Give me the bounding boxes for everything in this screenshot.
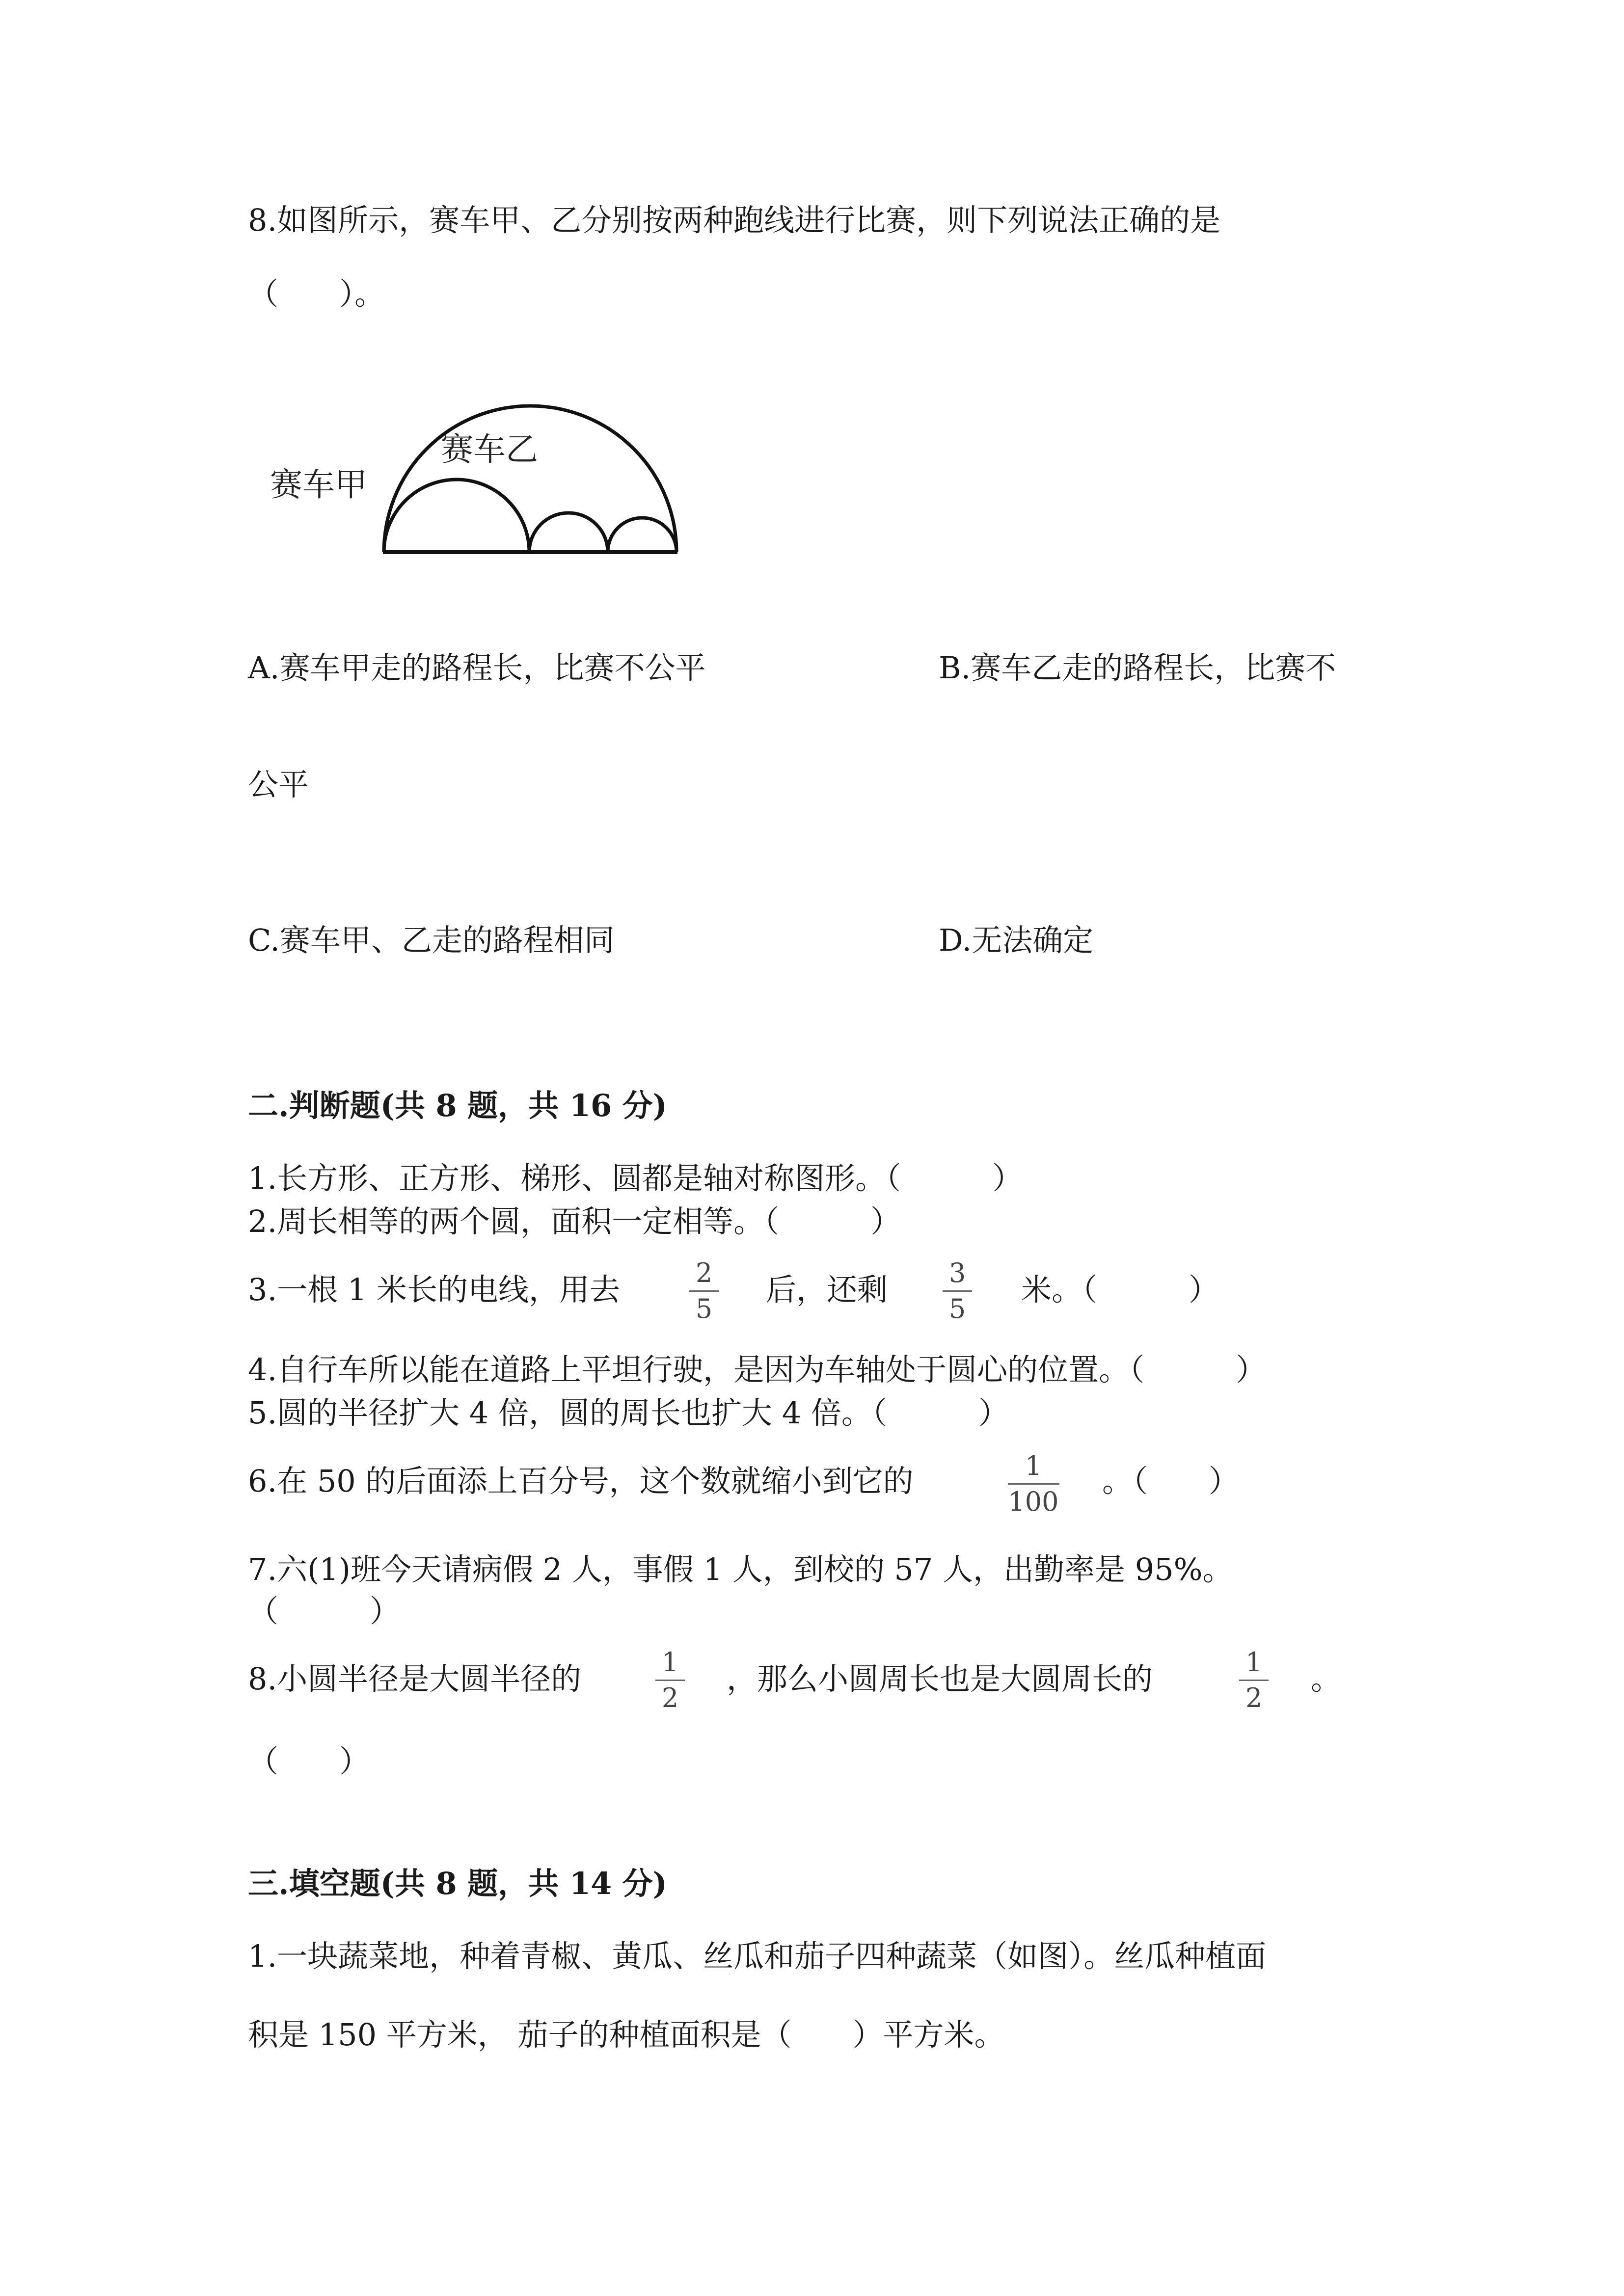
s2-item-8-line2: （ ） (248, 1743, 370, 1779)
s2-item-3-fraction-1 (679, 1257, 729, 1324)
fraction-bar (1239, 1680, 1269, 1681)
q8-stem-line1: 8.如图所示，赛车甲、乙分别按两种跑线进行比赛，则下列说法正确的是 (248, 202, 1221, 238)
q8-option-a: A.赛车甲走的路程长，比赛不公平 (248, 650, 706, 686)
fraction-numerator: 2 (695, 1257, 713, 1288)
fraction-numerator: 1 (1245, 1647, 1263, 1678)
s2-item-5: 5.圆的半径扩大 4 倍，圆的周长也扩大 4 倍。（ ） (248, 1395, 1009, 1431)
fraction-bar (943, 1290, 972, 1292)
s2-item-6-part-b: 。（ ） (1102, 1463, 1240, 1499)
s2-item-7-line1: 7.六(1)班今天请病假 2 人，事假 1 人，到校的 57 人，出勤率是 95%。 (248, 1551, 1233, 1587)
fraction-denominator: 2 (1245, 1682, 1263, 1713)
fraction-denominator: 5 (695, 1293, 713, 1324)
s3-q1-line2: 积是 150 平方米， 茄子的种植面积是（ ）平方米。 (248, 2017, 1005, 2053)
fraction-numerator: 1 (1025, 1450, 1042, 1481)
s2-item-6-fraction (1004, 1450, 1063, 1517)
q8-option-c: C.赛车甲、乙走的路程相同 (248, 922, 615, 958)
fraction-bar (1008, 1483, 1059, 1485)
s2-item-1: 1.长方形、正方形、梯形、圆都是轴对称图形。（ ） (248, 1160, 1023, 1196)
q8-option-b-line2: 公平 (248, 767, 309, 802)
s2-item-8-fraction-2 (1229, 1649, 1278, 1711)
section3-title: 三.填空题(共 8 题，共 14 分) (248, 1866, 668, 1901)
fraction-denominator: 100 (1008, 1486, 1059, 1517)
s3-q1-line1: 1.一块蔬菜地，种着青椒、黄瓜、丝瓜和茄子四种蔬菜（如图）。丝瓜种植面 (248, 1938, 1267, 1974)
q8-stem-line2: （ ）。 (248, 276, 385, 312)
s2-item-2: 2.周长相等的两个圆，面积一定相等。（ ） (248, 1203, 901, 1239)
s2-item-6-part-a: 6.在 50 的后面添上百分号，这个数就缩小到它的 (248, 1463, 914, 1499)
s2-item-3-part-b: 后，还剩 (766, 1272, 888, 1308)
s2-item-3-part-a: 3.一根 1 米长的电线，用去 (248, 1272, 621, 1308)
track-jia-arc-1 (384, 480, 529, 552)
s2-item-7-line2: （ ） (248, 1593, 401, 1629)
fraction-denominator: 2 (661, 1682, 679, 1713)
track-jia-arc-2 (529, 513, 608, 552)
s2-item-3-fraction-2 (933, 1257, 982, 1324)
s2-item-8-fraction-1 (646, 1649, 695, 1711)
label-sai-che-yi: 赛车乙 (441, 430, 538, 468)
track-yi-arc (384, 406, 677, 552)
fraction-numerator: 3 (948, 1257, 966, 1288)
q8-option-d: D.无法确定 (939, 922, 1094, 958)
q8-figure (255, 348, 697, 564)
s2-item-4: 4.自行车所以能在道路上平坦行驶，是因为车轴处于圆心的位置。（ ） (248, 1352, 1267, 1388)
fraction-bar (689, 1290, 719, 1292)
s2-item-8-part-c: 。 (1311, 1661, 1342, 1697)
fraction-denominator: 5 (948, 1293, 966, 1324)
track-jia-arc-3 (608, 518, 677, 552)
label-sai-che-jia: 赛车甲 (270, 466, 367, 504)
section2-title: 二.判断题(共 8 题，共 16 分) (248, 1088, 668, 1123)
s2-item-8-part-b: ，那么小圆周长也是大圆周长的 (727, 1661, 1153, 1697)
fraction-bar (655, 1680, 685, 1681)
q8-option-b-line1: B.赛车乙走的路程长，比赛不 (939, 650, 1336, 686)
fraction-numerator: 1 (661, 1647, 679, 1678)
s2-item-8-part-a: 8.小圆半径是大圆半径的 (248, 1661, 582, 1697)
s2-item-3-part-c: 米。（ ） (1021, 1272, 1219, 1308)
